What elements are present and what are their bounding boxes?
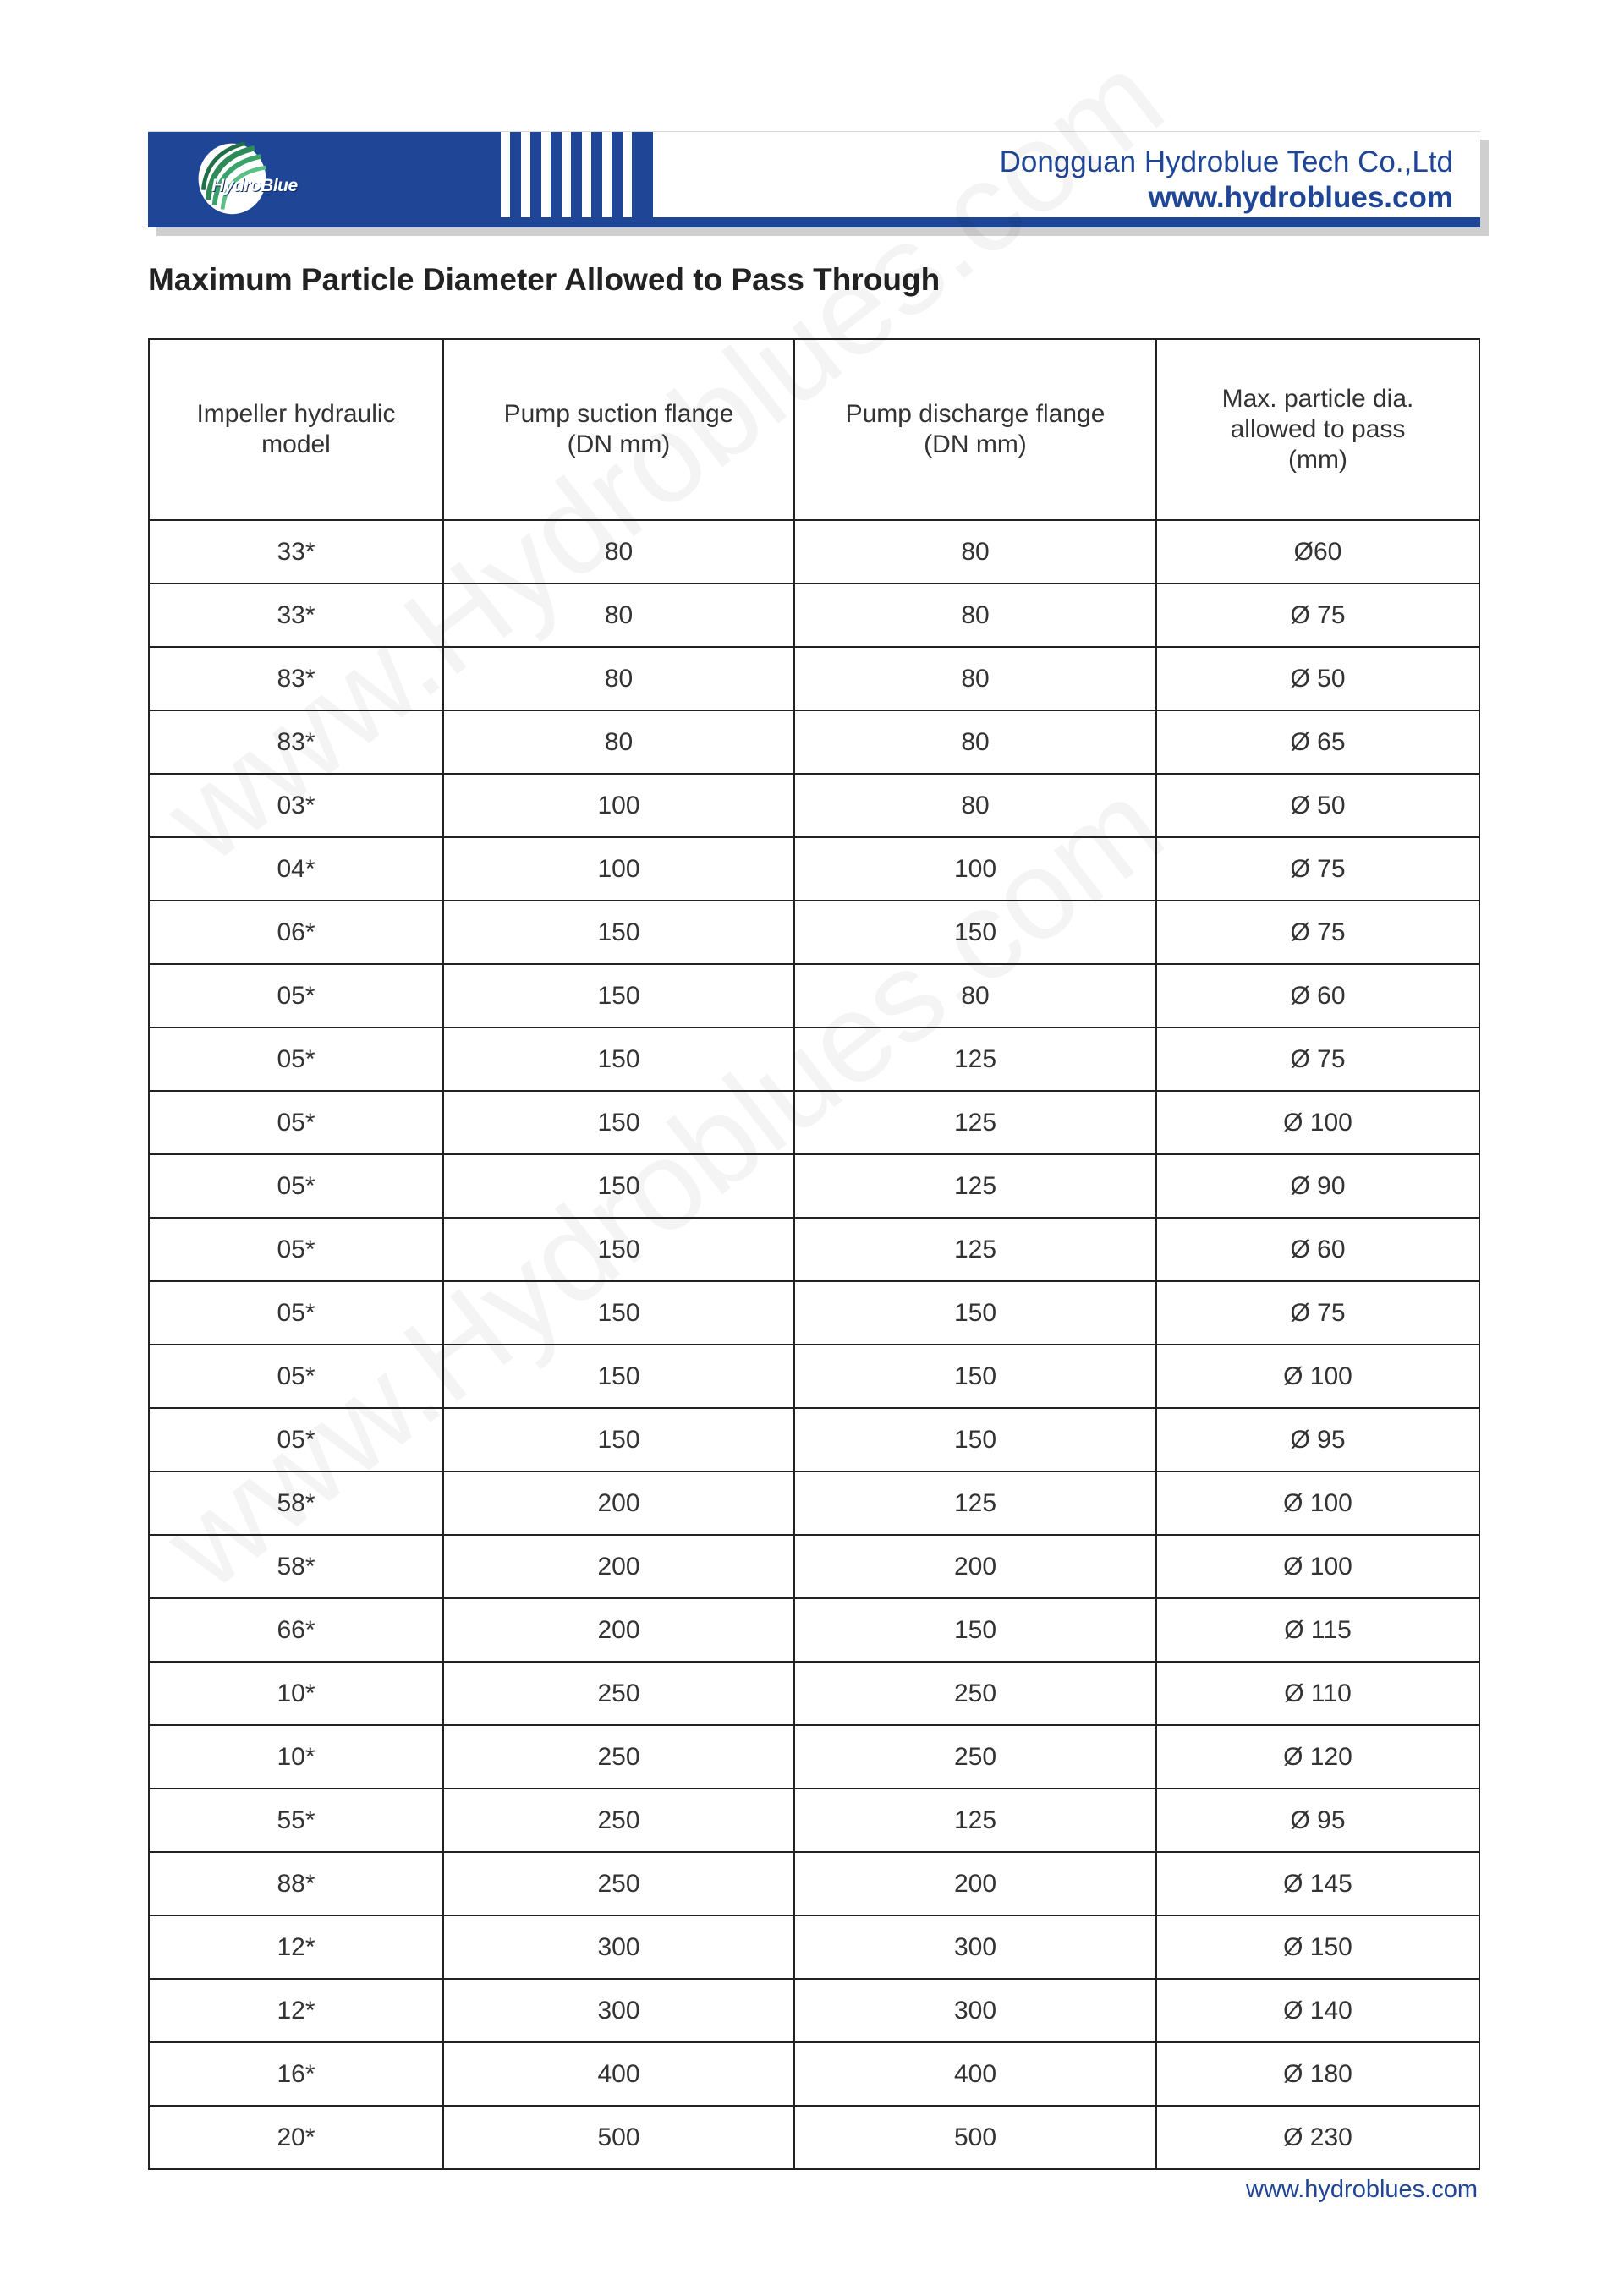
table-row xyxy=(149,901,1479,964)
cell-max-particle-dia: Ø60 xyxy=(1156,520,1479,584)
cell-impeller-model: 66* xyxy=(149,1598,443,1662)
cell-suction-flange: 200 xyxy=(443,1598,794,1662)
cell-max-particle-dia: Ø 180 xyxy=(1156,2042,1479,2106)
header-label: Pump discharge flange (DN mm) xyxy=(845,400,1106,458)
table-row xyxy=(149,1408,1479,1471)
cell-impeller-model: 06* xyxy=(149,901,443,964)
cell-discharge-flange: 250 xyxy=(794,1725,1156,1789)
cell-suction-flange: 300 xyxy=(443,1979,794,2042)
company-name: Dongguan Hydroblue Tech Co.,Ltd xyxy=(999,145,1453,178)
cell-discharge-flange: 125 xyxy=(794,1789,1156,1852)
cell-discharge-flange: 300 xyxy=(794,1979,1156,2042)
cell-suction-flange: 80 xyxy=(443,710,794,774)
cell-impeller-model: 83* xyxy=(149,647,443,710)
banner-stripes xyxy=(501,132,670,227)
logo-text: HydroBlue xyxy=(211,176,298,195)
cell-impeller-model: 05* xyxy=(149,1218,443,1281)
cell-max-particle-dia: Ø 140 xyxy=(1156,1979,1479,2042)
cell-max-particle-dia: Ø 75 xyxy=(1156,1281,1479,1345)
cell-impeller-model: 05* xyxy=(149,1154,443,1218)
cell-suction-flange: 80 xyxy=(443,520,794,584)
cell-max-particle-dia: Ø 120 xyxy=(1156,1725,1479,1789)
table-row xyxy=(149,2106,1479,2169)
cell-discharge-flange: 125 xyxy=(794,1154,1156,1218)
table-row xyxy=(149,1345,1479,1408)
cell-suction-flange: 500 xyxy=(443,2106,794,2169)
cell-impeller-model: 05* xyxy=(149,1345,443,1408)
cell-impeller-model: 12* xyxy=(149,1915,443,1979)
cell-impeller-model: 58* xyxy=(149,1471,443,1535)
cell-max-particle-dia: Ø 110 xyxy=(1156,1662,1479,1725)
cell-discharge-flange: 150 xyxy=(794,1281,1156,1345)
table-row xyxy=(149,1535,1479,1598)
cell-max-particle-dia: Ø 75 xyxy=(1156,901,1479,964)
cell-discharge-flange: 250 xyxy=(794,1662,1156,1725)
cell-max-particle-dia: Ø 115 xyxy=(1156,1598,1479,1662)
table-row xyxy=(149,1789,1479,1852)
cell-impeller-model: 33* xyxy=(149,520,443,584)
company-url[interactable]: www.hydroblues.com xyxy=(1148,181,1453,214)
table-row xyxy=(149,584,1479,647)
cell-suction-flange: 300 xyxy=(443,1915,794,1979)
cell-discharge-flange: 150 xyxy=(794,901,1156,964)
cell-discharge-flange: 200 xyxy=(794,1852,1156,1915)
table-row xyxy=(149,2042,1479,2106)
cell-impeller-model: 33* xyxy=(149,584,443,647)
particle-diameter-table xyxy=(148,338,1480,2170)
cell-max-particle-dia: Ø 75 xyxy=(1156,837,1479,901)
cell-impeller-model: 05* xyxy=(149,1027,443,1091)
cell-impeller-model: 10* xyxy=(149,1725,443,1789)
table-header-row xyxy=(149,339,1479,520)
cell-suction-flange: 150 xyxy=(443,901,794,964)
cell-max-particle-dia: Ø 95 xyxy=(1156,1408,1479,1471)
cell-discharge-flange: 150 xyxy=(794,1408,1156,1471)
header-label: Pump suction flange (DN mm) xyxy=(503,400,734,458)
cell-discharge-flange: 300 xyxy=(794,1915,1156,1979)
cell-max-particle-dia: Ø 150 xyxy=(1156,1915,1479,1979)
cell-suction-flange: 150 xyxy=(443,964,794,1027)
cell-discharge-flange: 80 xyxy=(794,584,1156,647)
cell-discharge-flange: 125 xyxy=(794,1027,1156,1091)
cell-suction-flange: 80 xyxy=(443,647,794,710)
cell-impeller-model: 04* xyxy=(149,837,443,901)
cell-suction-flange: 150 xyxy=(443,1345,794,1408)
cell-suction-flange: 80 xyxy=(443,584,794,647)
cell-discharge-flange: 150 xyxy=(794,1598,1156,1662)
company-info xyxy=(1000,144,1453,215)
cell-discharge-flange: 200 xyxy=(794,1535,1156,1598)
cell-suction-flange: 250 xyxy=(443,1789,794,1852)
header-impeller-model xyxy=(149,339,443,520)
table-row xyxy=(149,1218,1479,1281)
cell-impeller-model: 20* xyxy=(149,2106,443,2169)
cell-max-particle-dia: Ø 65 xyxy=(1156,710,1479,774)
cell-max-particle-dia: Ø 100 xyxy=(1156,1345,1479,1408)
cell-impeller-model: 55* xyxy=(149,1789,443,1852)
cell-max-particle-dia: Ø 50 xyxy=(1156,647,1479,710)
table-row xyxy=(149,1027,1479,1091)
cell-suction-flange: 250 xyxy=(443,1662,794,1725)
table-row xyxy=(149,1979,1479,2042)
cell-impeller-model: 16* xyxy=(149,2042,443,2106)
cell-suction-flange: 200 xyxy=(443,1535,794,1598)
cell-discharge-flange: 80 xyxy=(794,647,1156,710)
cell-impeller-model: 12* xyxy=(149,1979,443,2042)
cell-suction-flange: 250 xyxy=(443,1852,794,1915)
cell-suction-flange: 200 xyxy=(443,1471,794,1535)
cell-discharge-flange: 100 xyxy=(794,837,1156,901)
table-row xyxy=(149,1852,1479,1915)
table-row xyxy=(149,520,1479,584)
table-row xyxy=(149,1662,1479,1725)
cell-discharge-flange: 125 xyxy=(794,1091,1156,1154)
cell-max-particle-dia: Ø 60 xyxy=(1156,964,1479,1027)
cell-max-particle-dia: Ø 60 xyxy=(1156,1218,1479,1281)
cell-max-particle-dia: Ø 100 xyxy=(1156,1535,1479,1598)
table-row xyxy=(149,1915,1479,1979)
cell-discharge-flange: 150 xyxy=(794,1345,1156,1408)
cell-suction-flange: 250 xyxy=(443,1725,794,1789)
table-row xyxy=(149,1725,1479,1789)
cell-discharge-flange: 80 xyxy=(794,964,1156,1027)
cell-impeller-model: 05* xyxy=(149,1408,443,1471)
cell-suction-flange: 150 xyxy=(443,1408,794,1471)
cell-suction-flange: 100 xyxy=(443,837,794,901)
table-row xyxy=(149,1281,1479,1345)
cell-discharge-flange: 125 xyxy=(794,1471,1156,1535)
table-body xyxy=(149,520,1479,2169)
cell-impeller-model: 05* xyxy=(149,1281,443,1345)
cell-max-particle-dia: Ø 90 xyxy=(1156,1154,1479,1218)
table-row xyxy=(149,964,1479,1027)
cell-impeller-model: 05* xyxy=(149,1091,443,1154)
table-row xyxy=(149,647,1479,710)
header-label: Max. particle dia. allowed to pass (mm) xyxy=(1221,385,1414,474)
cell-max-particle-dia: Ø 75 xyxy=(1156,1027,1479,1091)
cell-impeller-model: 10* xyxy=(149,1662,443,1725)
table-row xyxy=(149,774,1479,837)
table-row xyxy=(149,1154,1479,1218)
cell-max-particle-dia: Ø 75 xyxy=(1156,584,1479,647)
table-row xyxy=(149,1598,1479,1662)
table-row xyxy=(149,710,1479,774)
banner-underline xyxy=(148,217,1480,227)
cell-suction-flange: 100 xyxy=(443,774,794,837)
cell-discharge-flange: 125 xyxy=(794,1218,1156,1281)
table-row xyxy=(149,837,1479,901)
cell-impeller-model: 83* xyxy=(149,710,443,774)
cell-discharge-flange: 80 xyxy=(794,520,1156,584)
cell-suction-flange: 150 xyxy=(443,1218,794,1281)
cell-max-particle-dia: Ø 50 xyxy=(1156,774,1479,837)
cell-impeller-model: 03* xyxy=(149,774,443,837)
cell-suction-flange: 150 xyxy=(443,1091,794,1154)
cell-discharge-flange: 80 xyxy=(794,774,1156,837)
cell-impeller-model: 88* xyxy=(149,1852,443,1915)
cell-impeller-model: 05* xyxy=(149,964,443,1027)
cell-discharge-flange: 80 xyxy=(794,710,1156,774)
cell-max-particle-dia: Ø 230 xyxy=(1156,2106,1479,2169)
header-max-particle-dia xyxy=(1156,339,1479,520)
table-row xyxy=(149,1471,1479,1535)
cell-suction-flange: 150 xyxy=(443,1154,794,1218)
header-suction-flange xyxy=(443,339,794,520)
table-row xyxy=(149,1091,1479,1154)
footer-url[interactable]: www.hydroblues.com xyxy=(1246,2176,1478,2203)
cell-max-particle-dia: Ø 95 xyxy=(1156,1789,1479,1852)
cell-max-particle-dia: Ø 145 xyxy=(1156,1852,1479,1915)
cell-max-particle-dia: Ø 100 xyxy=(1156,1091,1479,1154)
cell-suction-flange: 150 xyxy=(443,1281,794,1345)
cell-impeller-model: 58* xyxy=(149,1535,443,1598)
cell-suction-flange: 150 xyxy=(443,1027,794,1091)
cell-max-particle-dia: Ø 100 xyxy=(1156,1471,1479,1535)
cell-suction-flange: 400 xyxy=(443,2042,794,2106)
header-banner xyxy=(148,131,1480,227)
header-label: Impeller hydraulic model xyxy=(196,400,396,458)
cell-discharge-flange: 400 xyxy=(794,2042,1156,2106)
cell-discharge-flange: 500 xyxy=(794,2106,1156,2169)
page-title: Maximum Particle Diameter Allowed to Pass Through xyxy=(148,262,941,297)
header-discharge-flange xyxy=(794,339,1156,520)
banner-blue-panel xyxy=(148,132,653,227)
